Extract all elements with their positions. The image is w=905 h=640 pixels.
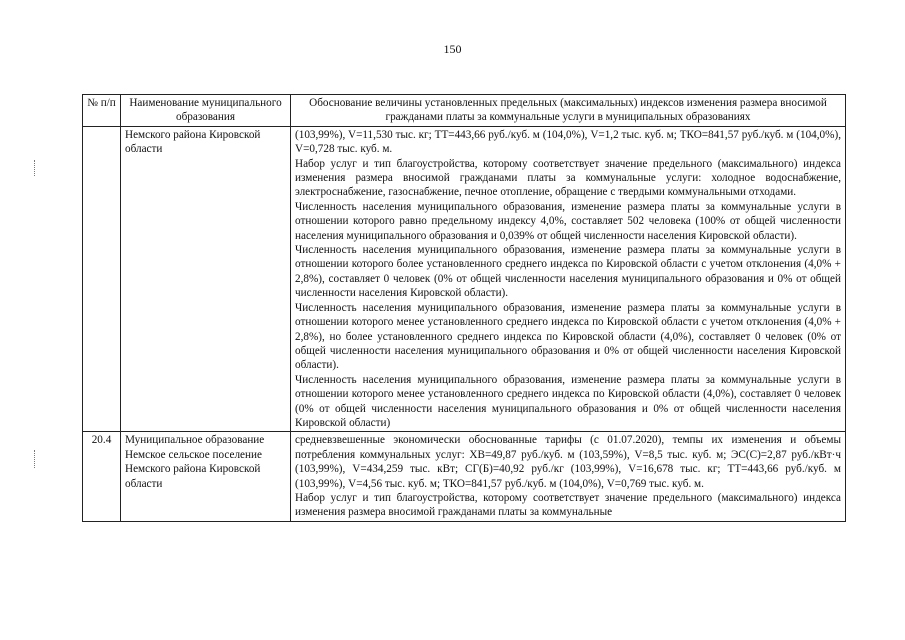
page-number: 150: [443, 42, 462, 56]
justification-paragraph: средневзвешенные экономически обоснованные тарифы (с 01.07.2020), темпы их изменения и объемы потребления коммунальных услуг: ХВ=49,87 руб./куб. м (103,59%), V=8,5 тыс. куб. м; ЭС(С)=2,87 руб./кВт·ч (103,99%), V=434,259 тыс. кВт; СГ(Б)=40,92 руб./кг (103,99%), V=16,678 тыс. кг; ТТ=443,66 руб./куб. м (103,99%), V=4,56 тыс. куб. м; ТКО=841,57 руб./куб. м (104,0%), V=0,769 тыс. куб. м.: [295, 434, 841, 490]
header-justification: Обоснование величины установленных предельных (максимальных) индексов изменения размера вносимой гражданами платы за коммунальные услуги в муниципальных образованиях: [291, 95, 846, 127]
tariff-justification-table: [82, 94, 846, 522]
table-header-row: [83, 95, 846, 127]
justification-paragraph: Численность населения муниципального образования, изменение размера платы за коммунальные услуги в отношении которого менее установленного среднего индекса по Кировской области (4,0%), составляет 0 человек (0% от общей численности населения муниципального образования и 0% от общей численности населения Кировской области): [295, 373, 841, 429]
margin-mark: [34, 160, 37, 176]
justification-paragraph: Численность населения муниципального образования, изменение размера платы за коммунальные услуги в отношении которого равно предельному индексу 4,0%, составляет 502 человека (100% от общей численности населения муниципального образования и 0,039% от общей численности населения Кировской области).: [295, 200, 841, 242]
justification-paragraph: Набор услуг и тип благоустройства, которому соответствует значение предельного (максимального) индекса изменения размера вносимой гражданами платы за коммунальные услуги: холодное водоснабжение, электроснабжение, газоснабжение, печное отопление, обращение с твердыми коммунальными отходами.: [295, 157, 841, 199]
justification-paragraph: Набор услуг и тип благоустройства, которому соответствует значение предельного (максимального) индекса изменения размера вносимой гражданами платы за коммунальные: [295, 491, 841, 519]
row-num: 20.4: [83, 432, 121, 521]
row-justification: [291, 126, 846, 432]
justification-paragraph: Численность населения муниципального образования, изменение размера платы за коммунальные услуги в отношении которого более установленного среднего индекса по Кировской области с учетом отклонения (4,0% + 2,8%), составляет 0 человек (0% от общей численности населения муниципального образования и 0% от общей численности населения Кировской области).: [295, 244, 841, 300]
header-num: № п/п: [83, 95, 121, 127]
margin-mark: [34, 450, 37, 468]
row-justification: [291, 432, 846, 521]
header-name: Наименование муниципального образования: [121, 95, 291, 127]
justification-paragraph: (103,99%), V=11,530 тыс. кг; ТТ=443,66 руб./куб. м (104,0%), V=1,2 тыс. куб. м; ТКО=841,57 руб./куб. м (104,0%), V=0,728 тыс. куб. м.: [295, 128, 841, 156]
table-row: [83, 432, 846, 521]
row-municipality-name: Немского района Кировской области: [121, 126, 291, 432]
row-num: [83, 126, 121, 432]
table-row: [83, 126, 846, 432]
justification-paragraph: Численность населения муниципального образования, изменение размера платы за коммунальные услуги в отношении которого менее установленного среднего индекса по Кировской области с учетом отклонения (4,0% + 2,8%), но более установленного среднего индекса по Кировской области (4,0%), составляет 0 человек (0% от общей численности населения муниципального образования и 0% от общей численности населения Кировской области).: [295, 301, 841, 372]
row-municipality-name: Муниципальное образование Немское сельское поселение Немского района Кировской области: [121, 432, 291, 521]
